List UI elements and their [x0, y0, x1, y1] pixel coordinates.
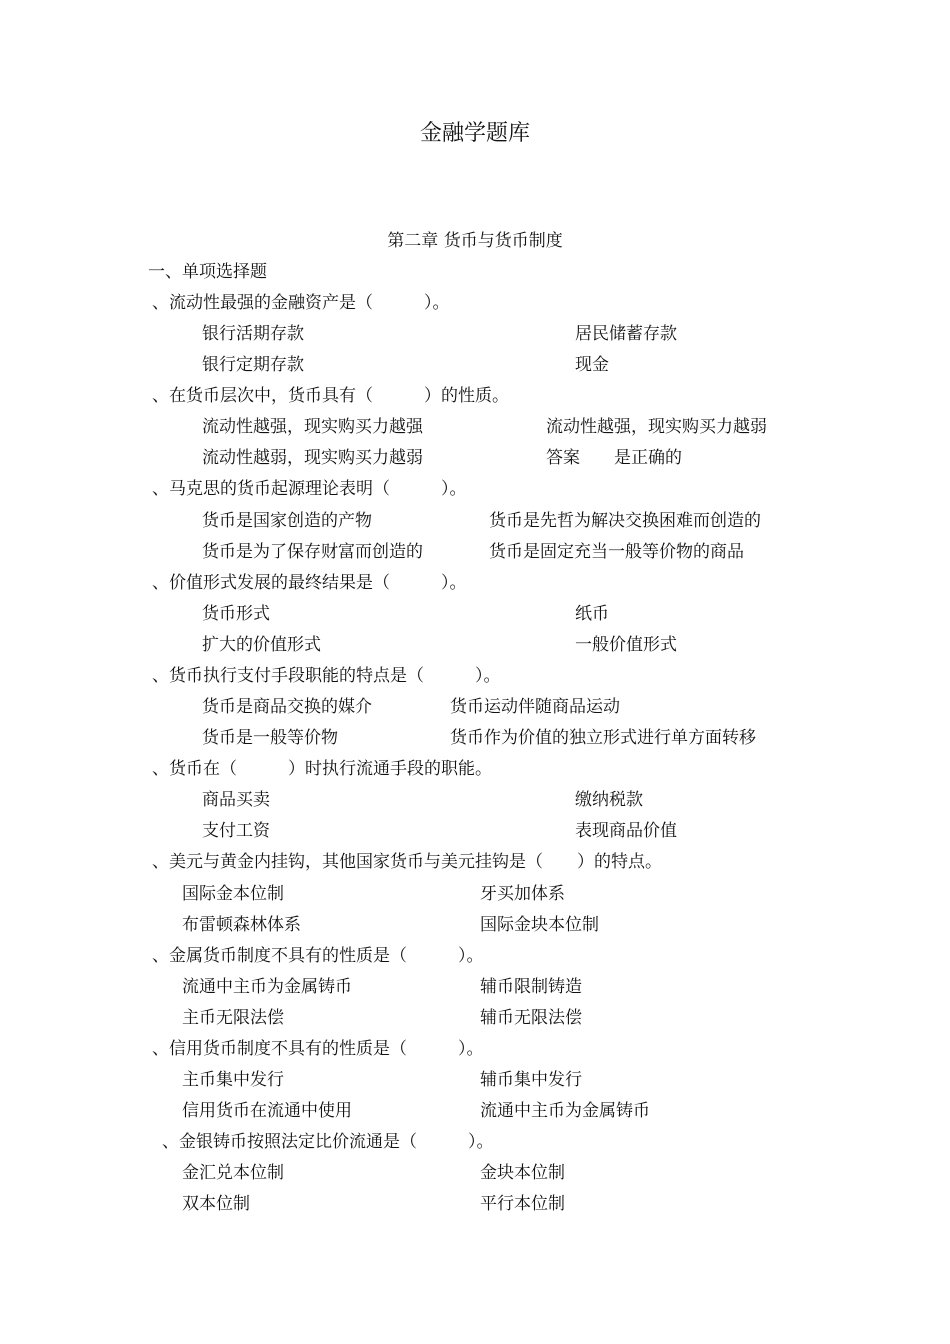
question-6: 、货币在（ ）时执行流通手段的职能。	[152, 759, 492, 779]
option-c: 流动性越弱，现实购买力越弱	[202, 448, 423, 468]
option-b: 辅币集中发行	[480, 1070, 582, 1090]
option-b: 辅币限制铸造	[480, 977, 582, 997]
option-a: 主币集中发行	[182, 1070, 284, 1090]
option-d: 辅币无限法偿	[480, 1008, 582, 1028]
option-a: 货币是国家创造的产物	[202, 511, 372, 531]
option-c: 信用货币在流通中使用	[182, 1101, 352, 1121]
option-b: 居民储蓄存款	[575, 324, 677, 344]
section-heading: 一、单项选择题	[148, 262, 267, 282]
option-c: 货币是为了保存财富而创造的	[202, 542, 423, 562]
option-b: 货币是先哲为解决交换困难而创造的	[489, 511, 761, 531]
chapter-title: 第二章 货币与货币制度	[387, 231, 563, 251]
option-a: 金汇兑本位制	[182, 1163, 284, 1183]
option-a: 国际金本位制	[182, 884, 284, 904]
option-c: 主币无限法偿	[182, 1008, 284, 1028]
question-3: 、马克思的货币起源理论表明（ ）。	[152, 479, 467, 499]
option-d: 答案 是正确的	[546, 448, 682, 468]
option-a: 流通中主币为金属铸币	[182, 977, 352, 997]
question-8: 、金属货币制度不具有的性质是（ ）。	[152, 946, 484, 966]
option-d: 货币是固定充当一般等价物的商品	[489, 542, 744, 562]
option-b: 牙买加体系	[480, 884, 565, 904]
option-d: 货币作为价值的独立形式进行单方面转移	[450, 728, 756, 748]
option-d: 国际金块本位制	[480, 915, 599, 935]
question-1: 、流动性最强的金融资产是（ ）。	[152, 293, 450, 313]
option-b: 纸币	[575, 604, 609, 624]
option-c: 扩大的价值形式	[202, 635, 321, 655]
document-title: 金融学题库	[419, 121, 530, 146]
option-c: 货币是一般等价物	[202, 728, 338, 748]
question-5: 、货币执行支付手段职能的特点是（ ）。	[152, 666, 501, 686]
question-4: 、价值形式发展的最终结果是（ ）。	[152, 573, 467, 593]
option-a: 货币形式	[202, 604, 270, 624]
option-d: 一般价值形式	[575, 635, 677, 655]
option-b: 货币运动伴随商品运动	[450, 697, 620, 717]
option-c: 布雷顿森林体系	[182, 915, 301, 935]
option-d: 平行本位制	[480, 1194, 565, 1214]
question-10: 、金银铸币按照法定比价流通是（ ）。	[162, 1132, 494, 1152]
question-7: 、美元与黄金内挂钩，其他国家货币与美元挂钩是（ ）的特点。	[152, 852, 662, 872]
option-d: 流通中主币为金属铸币	[480, 1101, 650, 1121]
option-c: 双本位制	[182, 1194, 250, 1214]
option-b: 缴纳税款	[575, 790, 643, 810]
question-2: 、在货币层次中，货币具有（ ）的性质。	[152, 386, 509, 406]
question-9: 、信用货币制度不具有的性质是（ ）。	[152, 1039, 484, 1059]
option-a: 流动性越强，现实购买力越强	[202, 417, 423, 437]
option-a: 货币是商品交换的媒介	[202, 697, 372, 717]
option-c: 银行定期存款	[202, 355, 304, 375]
option-d: 表现商品价值	[575, 821, 677, 841]
option-a: 银行活期存款	[202, 324, 304, 344]
option-b: 流动性越强，现实购买力越弱	[546, 417, 767, 437]
option-a: 商品买卖	[202, 790, 270, 810]
option-c: 支付工资	[202, 821, 270, 841]
option-b: 金块本位制	[480, 1163, 565, 1183]
option-d: 现金	[575, 355, 609, 375]
